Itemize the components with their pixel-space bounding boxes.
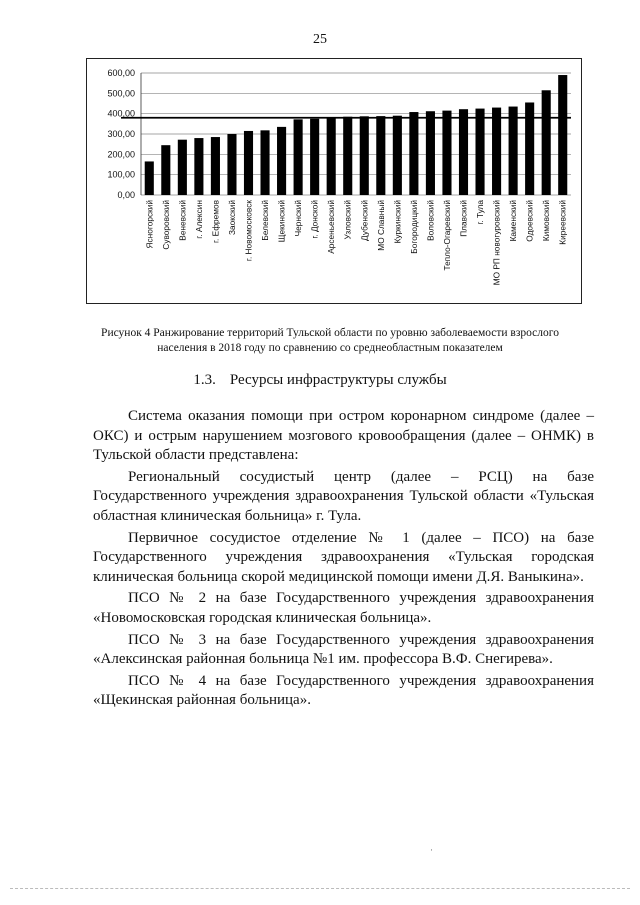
bar	[343, 117, 352, 195]
x-tick-label: Веневский	[177, 200, 188, 241]
paragraph: ПСО № 4 на базе Государственного учреждения здравоохранения «Щекинская районная больница».	[93, 672, 594, 709]
x-tick-label: г. Донской	[309, 200, 320, 239]
y-tick-label: 100,00	[107, 169, 135, 180]
bar	[145, 161, 154, 195]
bar	[558, 75, 567, 195]
x-tick-label: Кимовский	[541, 200, 552, 242]
y-tick-label: 0,00	[117, 190, 135, 200]
scan-mark: ·	[430, 845, 433, 855]
paragraph: Первичное сосудистое отделение № 1 (далее – ПСО) на базе Государственного учреждения здравоохранения «Тульская городская клиническая больница скорой медицинской помощи имени Д.Я. Ваныкина».	[93, 529, 594, 585]
bar	[525, 102, 534, 195]
bar	[211, 137, 220, 195]
x-tick-label: Белевский	[260, 200, 271, 241]
paragraph: ПСО № 2 на базе Государственного учреждения здравоохранения «Новомосковская городская клиническая больница».	[93, 590, 594, 626]
x-tick-label: Воловский	[425, 200, 436, 241]
bar	[244, 131, 253, 195]
x-tick-label: Богородицкий	[408, 200, 419, 254]
x-tick-label: г. Алексин	[193, 200, 204, 239]
section-number: 1.3.	[193, 372, 216, 388]
page-number: 25	[313, 32, 327, 47]
caption-line-1: Рисунок 4 Ранжирование территорий Тульской области по уровню заболеваемости взрослого	[101, 327, 559, 339]
bar	[161, 145, 170, 195]
x-tick-label: Заокский	[226, 200, 237, 236]
bar	[475, 109, 484, 195]
x-tick-label: Киреевский	[557, 200, 568, 245]
y-tick-label: 400,00	[107, 108, 135, 119]
bar	[426, 111, 435, 195]
bar-chart	[86, 58, 582, 304]
x-tick-label: Плавский	[458, 200, 469, 237]
bar	[542, 90, 551, 195]
bar	[294, 119, 303, 195]
x-tick-label: Одоевский	[524, 200, 535, 242]
bar	[178, 140, 187, 195]
bar	[442, 111, 451, 195]
section-title: Ресурсы инфраструктуры службы	[229, 372, 447, 388]
x-tick-label: МО Славный	[375, 200, 386, 251]
bar	[277, 127, 286, 195]
x-tick-label: Суворовский	[160, 200, 171, 250]
bar	[360, 116, 369, 195]
bar	[327, 118, 336, 195]
x-tick-label: МО РП новогуровский	[491, 200, 502, 286]
paragraph: Система оказания помощи при остром коронарном синдроме (далее – ОКС) и острым нарушением мозгового кровообращения (далее – ОНМК) в Тульской области представлена:	[93, 408, 594, 464]
y-tick-label: 500,00	[107, 88, 135, 99]
x-tick-label: Чернский	[293, 200, 304, 237]
x-tick-label: г. Новомосковск	[243, 200, 254, 262]
y-tick-label: 300,00	[107, 129, 135, 139]
x-tick-label: Каменский	[508, 200, 519, 242]
bar	[409, 112, 418, 195]
bar	[376, 116, 385, 195]
caption-line-2: населения в 2018 году по сравнению со среднеобластным показателем	[157, 342, 503, 354]
x-tick-label: г. Тула	[475, 200, 486, 225]
paragraph: Региональный сосудистый центр (далее – РСЦ) на базе Государственного учреждения здравоохранения Тульской области «Тульская областная клиническая больница» г. Тула.	[93, 468, 594, 524]
bar	[260, 130, 269, 195]
paragraph: ПСО № 3 на базе Государственного учреждения здравоохранения «Алексинская районная больница №1 им. профессора В.Ф. Снегирева».	[93, 631, 594, 668]
x-tick-label: Ясногорский	[144, 200, 155, 249]
y-tick-label: 600,00	[107, 68, 135, 78]
bar	[227, 134, 236, 195]
bar	[310, 119, 319, 195]
x-tick-label: Дубенский	[359, 200, 370, 241]
y-tick-label: 200,00	[107, 149, 135, 160]
bar	[194, 138, 203, 195]
x-tick-label: Тепло-Огаревский	[441, 200, 452, 271]
x-tick-label: Арсеньевский	[326, 200, 337, 254]
section-heading	[0, 372, 640, 389]
bar	[459, 109, 468, 195]
bar	[509, 107, 518, 195]
bar	[393, 116, 402, 195]
x-tick-label: Куркинский	[392, 200, 403, 244]
chart-svg	[87, 59, 581, 303]
x-tick-label: Щекинский	[276, 200, 287, 243]
figure-caption	[90, 326, 570, 356]
bar	[492, 108, 501, 195]
body-text	[93, 407, 594, 713]
scan-artifact-line	[10, 888, 630, 889]
x-tick-label: г. Ефремов	[210, 200, 221, 243]
x-tick-label: Узловский	[342, 200, 353, 240]
